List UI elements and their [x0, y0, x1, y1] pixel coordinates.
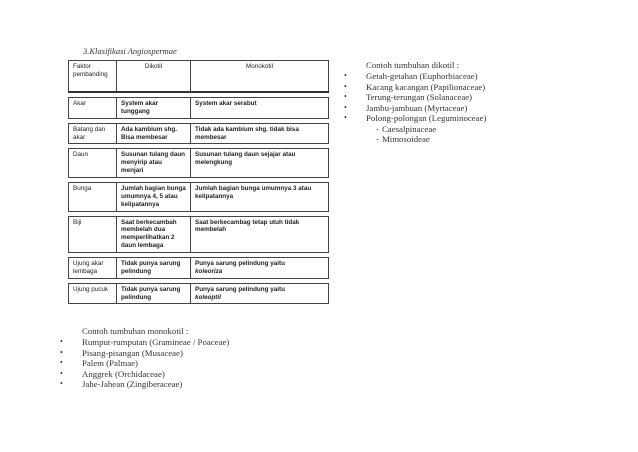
- bullet-icon: •: [60, 358, 63, 367]
- list-item: [336, 71, 486, 82]
- header-monokotil: Monokotil: [191, 61, 329, 93]
- list-item: [336, 103, 486, 114]
- cell-dikotil: Susunan tulang daun menyirip atau menjari: [117, 149, 191, 178]
- list-item: [52, 337, 229, 348]
- cell-dikotil: Tidak punya sarung pelindung: [117, 258, 191, 279]
- cell-monokotil-term: koleoptil: [195, 293, 221, 301]
- table-row: [69, 216, 329, 252]
- list-item-text: Terung-terungan (Solanaceae): [366, 92, 473, 102]
- dikotil-examples-title: Contoh tumbuhan dikotil :: [366, 60, 460, 70]
- bullet-icon: •: [344, 81, 347, 91]
- cell-monokotil-text: Punya sarung pelindung yaitu: [195, 285, 285, 293]
- dash-icon: -: [376, 123, 379, 134]
- list-item-text: Pisang-pisangan (Musaceae): [82, 347, 183, 358]
- cell-faktor: Biji: [69, 216, 117, 252]
- cell-monokotil: Jumlah bagian bunga umumnya 3 atau kelipatannya: [191, 183, 329, 212]
- list-item: [336, 92, 486, 103]
- cell-monokotil: [191, 258, 329, 279]
- table-row: [69, 258, 329, 279]
- cell-dikotil: Jumlah bagian bunga umumnya 4, 5 atau kelipatannya: [117, 183, 191, 212]
- list-item-text: Jahe-Jahean (Zingiberaceae): [82, 379, 183, 389]
- cell-dikotil: System akar tunggang: [117, 98, 191, 119]
- list-item: [52, 358, 229, 369]
- list-item-text: Palem (Palmae): [82, 358, 138, 368]
- cell-faktor: Bunga: [69, 183, 117, 212]
- sub-list-item: [336, 134, 486, 145]
- table-row: [69, 183, 329, 212]
- list-item: [52, 379, 229, 390]
- bullet-icon: •: [344, 113, 347, 122]
- list-item: [336, 113, 486, 124]
- list-item-text: Polong-polongan (Leguminoceae): [366, 113, 487, 123]
- cell-monokotil: System akar serabut: [191, 98, 329, 119]
- list-item: [336, 82, 486, 93]
- list-item-text: Anggrek (Orchidaceae): [82, 368, 165, 379]
- monokotil-examples-title: Contoh tumbuhan monokotil :: [82, 326, 189, 336]
- header-faktor: Faktor pembanding: [69, 61, 117, 93]
- bullet-icon: •: [60, 347, 63, 357]
- dikotil-examples: [336, 60, 486, 145]
- cell-dikotil: Saat berkecambah membelah dua memperlihatkan 2 daun lembaga: [117, 216, 191, 252]
- cell-monokotil-text: Punya sarung pelindung yaitu: [195, 260, 285, 268]
- table-row: [69, 283, 329, 304]
- list-item-text: Rumput-rumputan (Gramineae / Poaceae): [82, 337, 230, 347]
- sub-list-item: [336, 124, 486, 135]
- cell-faktor: Daun: [69, 149, 117, 178]
- list-item-text: Kacang kacangan (Papilionaceae): [366, 81, 486, 92]
- bullet-icon: •: [60, 379, 63, 388]
- list-item: [52, 348, 229, 359]
- cell-faktor: Ujung pucuk: [69, 283, 117, 304]
- bullet-icon: •: [344, 92, 347, 101]
- bullet-icon: •: [344, 71, 347, 80]
- dikotil-list: [336, 71, 486, 124]
- cell-monokotil: Susunan tulang daun sejajar atau melengkung: [191, 149, 329, 178]
- cell-faktor: Ujung akar lembaga: [69, 258, 117, 279]
- bullet-icon: •: [60, 368, 63, 378]
- cell-monokotil: [191, 283, 329, 304]
- cell-monokotil: Tidak ada kambium shg. tidak bisa membesar: [191, 123, 329, 144]
- dash-icon: -: [376, 134, 379, 144]
- table-header-row: [69, 61, 329, 93]
- monokotil-list: [52, 337, 229, 390]
- cell-dikotil: Ada kambium shg. Bisa membesar: [117, 123, 191, 144]
- table-row: [69, 123, 329, 144]
- monokotil-examples: [52, 326, 229, 390]
- sub-list-item-text: Mimosoideae: [381, 134, 430, 144]
- header-dikotil: Dikotil: [117, 61, 191, 93]
- list-item: [52, 369, 229, 380]
- cell-faktor: Batang dan akar: [69, 123, 117, 144]
- sub-list-item-text: Caesalpinaceae: [381, 123, 437, 134]
- dikotil-sublist: [336, 124, 486, 145]
- list-item-text: Jambu-jambuan (Myrtaceae): [366, 102, 468, 113]
- table-row: [69, 98, 329, 119]
- cell-monokotil: Saat berkecambag tetap utuh tidak membelah: [191, 216, 329, 252]
- cell-monokotil-term: koleoriza: [195, 267, 223, 275]
- bullet-icon: •: [60, 337, 63, 346]
- cell-faktor: Akar: [69, 98, 117, 119]
- bullet-icon: •: [344, 102, 347, 112]
- list-item-text: Getah-getahan (Euphorbiaceae): [366, 71, 478, 81]
- table-row: [69, 149, 329, 178]
- classification-table: [68, 60, 329, 304]
- cell-dikotil: Tidak punya sarung pelindung: [117, 283, 191, 304]
- section-heading: 3.Klasifikasi Angiospermae: [83, 46, 177, 56]
